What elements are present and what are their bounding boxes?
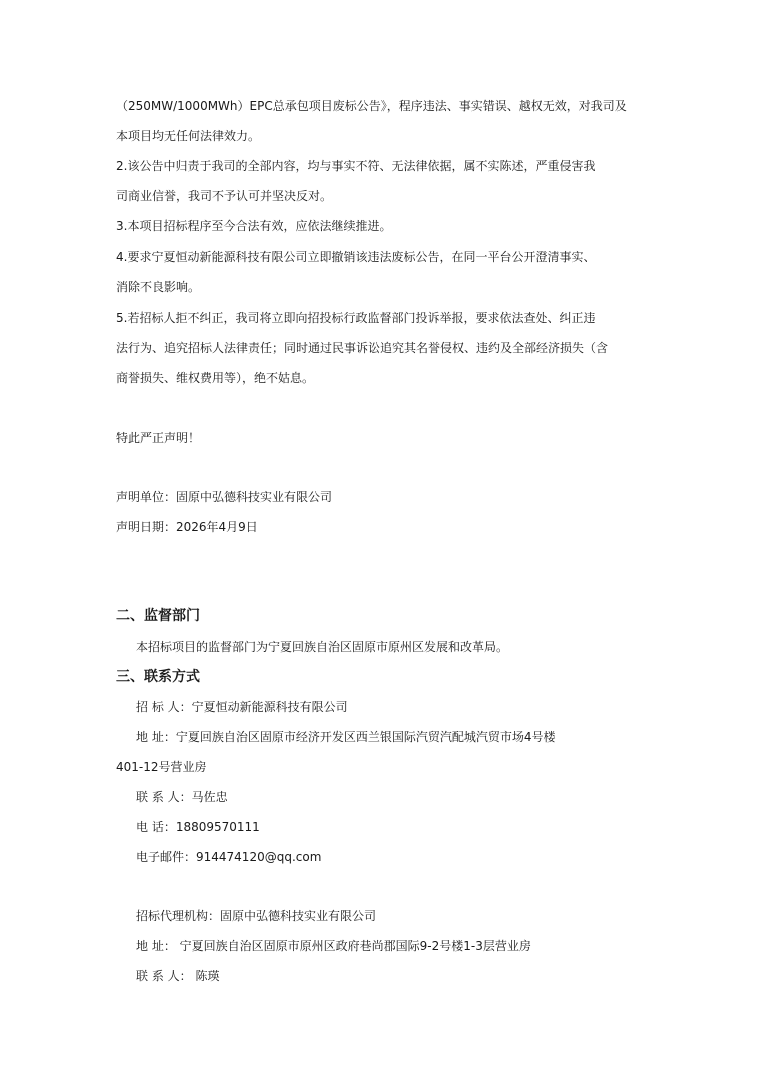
tenderer-name: 招 标 人：宁夏恒动新能源科技有限公司 [136, 700, 348, 714]
statement-line-6: 4.要求宁夏恒动新能源科技有限公司立即撤销该违法废标公告，在同一平台公开澄清事实、 [116, 250, 596, 264]
statement-line-8: 5.若招标人拒不纠正，我司将立即向招投标行政监督部门投诉举报，要求依法查处、纠正违 [116, 311, 596, 325]
tenderer-address: 地 址：宁夏回族自治区固原市经济开发区西兰银国际汽贸汽配城汽贸市场4号楼 [136, 730, 556, 744]
section2-heading: 二、监督部门 [116, 608, 200, 624]
agency-address: 地 址： 宁夏回族自治区固原市原州区政府巷尚郡国际9-2号楼1-3层营业房 [136, 939, 531, 953]
statement-line-3: 2.该公告中归责于我司的全部内容，均与事实不符、无法律依据，属不实陈述，严重侵害我 [116, 159, 596, 173]
tenderer-phone: 电 话：18809570111 [136, 820, 260, 834]
statement-line-10: 商誉损失、维权费用等），绝不姑息。 [116, 371, 315, 385]
statement-unit: 声明单位：固原中弘德科技实业有限公司 [116, 490, 333, 504]
statement-line-2: 本项目均无任何法律效力。 [116, 129, 261, 143]
statement-date: 声明日期：2026年4月9日 [116, 520, 258, 534]
section3-heading: 三、联系方式 [116, 669, 200, 685]
tenderer-address-cont: 401-12号营业房 [116, 760, 207, 774]
agency-contact: 联 系 人： 陈瑛 [136, 969, 220, 983]
statement-line-7: 消除不良影响。 [116, 280, 201, 294]
statement-line-1: （250MW/1000MWh）EPC总承包项目废标公告》，程序违法、事实错误、越权无效，对我司及 [116, 99, 627, 113]
statement-line-9: 法行为、追究招标人法律责任；同时通过民事诉讼追究其名誉侵权、违约及全部经济损失（含 [116, 341, 609, 355]
tenderer-contact: 联 系 人：马佐忠 [136, 790, 228, 804]
statement-closing: 特此严正声明！ [116, 431, 201, 445]
section2-text: 本招标项目的监督部门为宁夏回族自治区固原市原州区发展和改革局。 [136, 640, 509, 654]
tenderer-email: 电子邮件：914474120@qq.com [136, 850, 322, 864]
statement-line-5: 3.本项目招标程序至今合法有效，应依法继续推进。 [116, 219, 392, 233]
agency-name: 招标代理机构：固原中弘德科技实业有限公司 [136, 909, 377, 923]
statement-line-4: 司商业信誉，我司不予认可并坚决反对。 [116, 189, 333, 203]
